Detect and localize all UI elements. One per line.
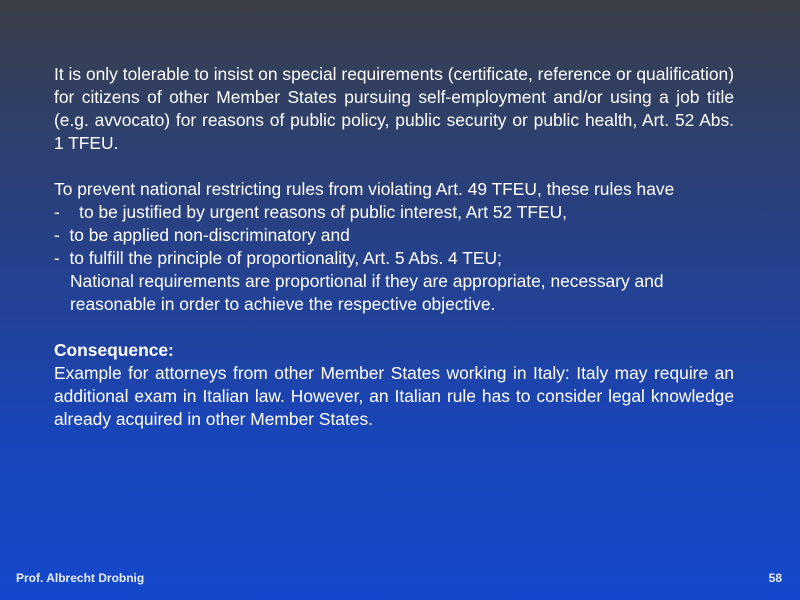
bullet-proportionality: - to fulfill the principle of proportionality, Art. 5 Abs. 4 TEU; — [54, 248, 502, 268]
footer-author: Prof. Albrecht Drobnig — [16, 571, 145, 585]
slide-body — [54, 63, 734, 431]
bullet-non-discriminatory: - to be applied non-discriminatory and — [54, 225, 350, 245]
page-number: 58 — [768, 571, 782, 585]
proportionality-note: National requirements are proportional if they are appropriate, necessary and reasonable in order to achieve the respective objective. — [70, 271, 664, 314]
spacer — [54, 316, 734, 339]
consequence-text: Example for attorneys from other Member States working in Italy: Italy may require an additional exam in Italian law. However, an Italian rule has to consider legal knowledge already acquired in other Member States. — [54, 363, 734, 429]
paragraph-special-requirements: It is only tolerable to insist on special requirements (certificate, reference or qualification) for citizens of other Member States pursuing self-employment and/or using a job title (e.g. avvocato) for reasons of public policy, public security or public health, Art. 52 Abs. 1 TFEU. — [54, 64, 734, 153]
paragraph-restricting-rules-intro: To prevent national restricting rules from violating Art. 49 TFEU, these rules have — [54, 179, 675, 199]
spacer — [54, 155, 734, 178]
bullet-justified: - to be justified by urgent reasons of public interest, Art 52 TFEU, — [54, 202, 567, 222]
consequence-heading: Consequence: — [54, 340, 174, 360]
